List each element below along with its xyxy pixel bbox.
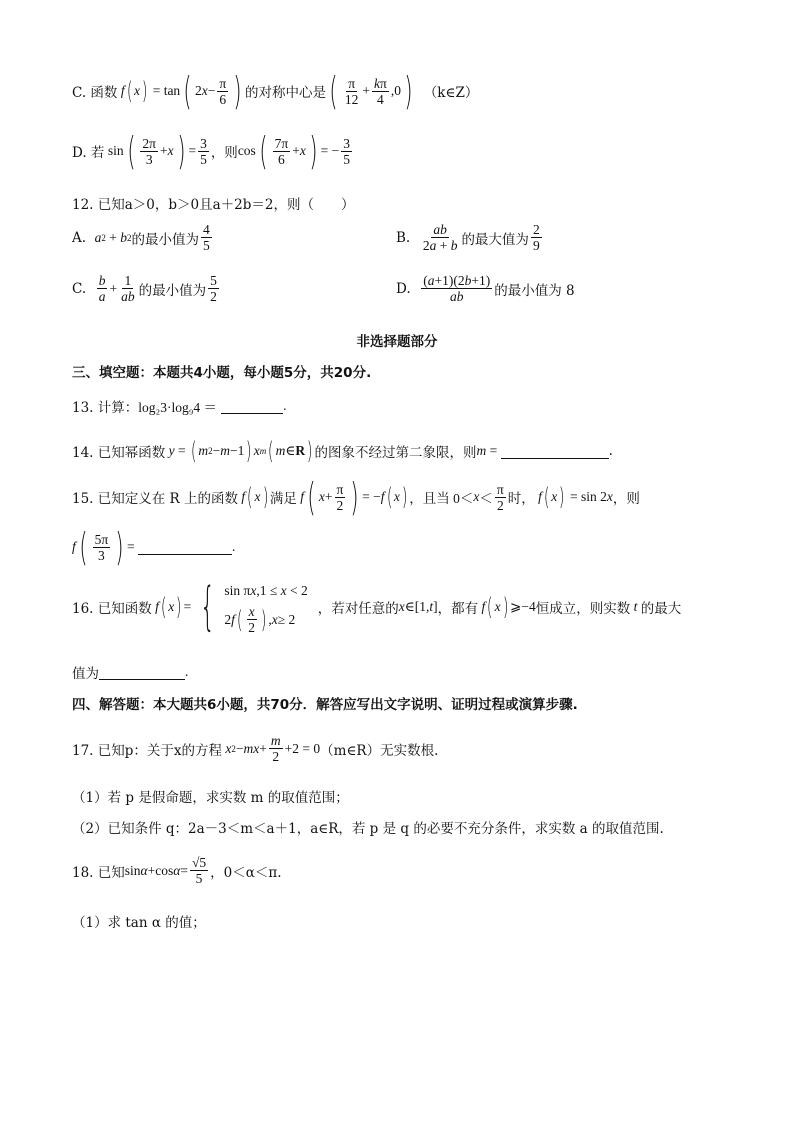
part4-heading: 四、解答题：本大题共6小题，共70分．解答应写出文字说明、证明过程或演算步骤. [72,697,578,713]
q12-stem: 12. 已知a＞0，b＞0且a＋2b＝2，则（ ） [72,197,355,213]
q17: 17. 已知p：关于x的方程 x 2 − mx + $\frac{m}{2}$ +2 = 0 （m∈R）无实数根. [72,733,439,764]
q13: 13. 计算： log₂3·log₉4 ＝ . [72,398,287,416]
q15-line2: f ( $\frac{5\pi}{3}$ ) = . [72,525,236,569]
q18-sub1: （1）求 tan α 的值； [72,915,206,931]
q14: 14. 已知幂函数 y = ( m 2 − m −1 ) x m ( m ∈R ) 的图象不经过第二象限，则 m = . [72,437,613,465]
q12-option-c: C. $\frac{b}{a}$ + $\frac{1}{ab}$ 的最小值为 $\frac{5}{2}$ [72,273,217,304]
q11-option-d: D. 若 sin ( $\frac{2\pi}{3}$ + x ) = $\frac{3}{5}$ ，则 cos ( $\frac{7\pi}{6}$ + x ) = − $\frac{3}{5}$ [72,129,351,173]
q16-line2: 值为 . [72,664,189,682]
q17-sub1: （1）若 p 是假命题，求实数 m 的取值范围； [72,790,349,806]
q12-option-b: B. $\frac{ab}{2a + b}$ 的最大值为 $\frac{2}{9}$ [396,222,540,253]
q15: 15. 已知定义在 R 上的函数 f ( x ) 满足 f ( x + $\frac{\pi}{2}$ ) = − f ( x ) ，且当 0＜ x ＜ $\frac{\pi}{2}$ 时， f ( x ) = sin 2 x ，则 [72,475,640,519]
q16: 16. 已知函数 f ( x ) = { sin πx,1 ≤ x < 2 2 f ( $\frac{x}{2}$ ) , x ≥ 2 ，若对任意的 x ∈[1, t ] ，都有 f ( x ) ⩾−4 恒成立，则实数 t 的最大 [72,576,682,637]
part3-heading: 三、填空题：本题共4小题，每小题5分，共20分. [72,365,372,381]
q12-option-d: D. $\frac{(a+1)(2b+1)}{ab}$ 的最小值为 8 [396,273,575,304]
q11-option-c: C. 函数 f ( x ) = tan ( 2 x − $\frac{\pi}{6}$ ) 的对称中心是 ( $\frac{\pi}{12}$ + $\frac{k\pi}{4}$ ,0 ) （k∈Z） [72,69,479,113]
section-heading: 非选择题部分 [356,334,438,350]
q18: 18. 已知 sin α +cos α = $\frac{√5}{5}$ ，0＜α＜π. [72,855,282,886]
q12-option-a: A. a 2 + b 2 的最小值为 $\frac{4}{5}$ [72,222,210,253]
q17-sub2: （2）已知条件 q：2a－3＜m＜a＋1，a∈R，若 p 是 q 的必要不充分条件，求实数 a 的取值范围. [72,821,664,837]
